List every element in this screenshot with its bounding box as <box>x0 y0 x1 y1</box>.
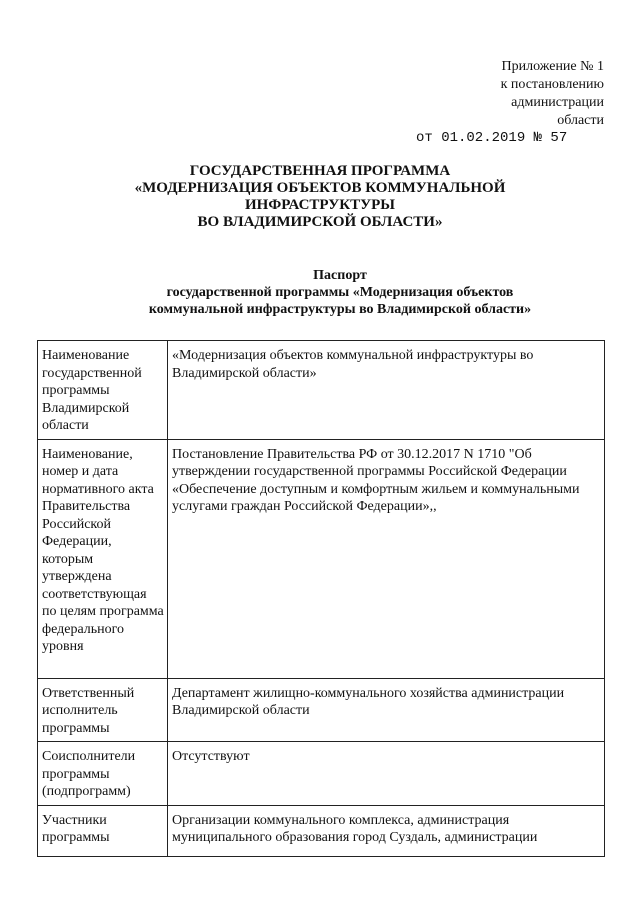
passport-table <box>37 340 605 857</box>
program-title-line: ИНФРАСТРУКТУРЫ <box>245 197 395 213</box>
table-row <box>38 439 605 678</box>
table-row <box>38 742 605 806</box>
appendix-line: к постановлению <box>500 77 604 92</box>
passport-heading-line: государственной программы «Модернизация объектов <box>166 285 514 300</box>
appendix-line: администрации <box>511 95 604 110</box>
table-row <box>38 805 605 856</box>
program-title-line: ВО ВЛАДИМИРСКОЙ ОБЛАСТИ» <box>197 214 443 230</box>
row-label: Соисполнители программы (подпрограмм) <box>38 742 168 806</box>
program-title <box>0 163 640 231</box>
row-label: Участники программы <box>38 805 168 856</box>
program-title-line: «МОДЕРНИЗАЦИЯ ОБЪЕКТОВ КОММУНАЛЬНОЙ <box>134 180 506 196</box>
appendix-block <box>501 58 604 130</box>
passport-heading-line: Паспорт <box>313 268 367 283</box>
row-label: Ответственный исполнитель программы <box>38 678 168 742</box>
row-value: «Модернизация объектов коммунальной инфраструктуры во Владимирской области» <box>168 341 605 440</box>
row-label: Наименование, номер и дата нормативного акта Правительства Российской Федерации, которым утверждена соответствующая по целям программа федерального уровня <box>38 439 168 678</box>
row-value: Организации коммунального комплекса, администрация муниципального образования город Суздаль, администрации <box>168 805 605 856</box>
decree-date-number: от 01.02.2019 № 57 <box>416 130 568 146</box>
row-value: Отсутствуют <box>168 742 605 806</box>
passport-heading <box>0 267 640 318</box>
row-label: Наименование государственной программы Владимирской области <box>38 341 168 440</box>
table-row <box>38 341 605 440</box>
row-value: Департамент жилищно-коммунального хозяйства администрации Владимирской области <box>168 678 605 742</box>
program-title-line: ГОСУДАРСТВЕННАЯ ПРОГРАММА <box>189 163 451 179</box>
appendix-line: Приложение № 1 <box>501 59 604 74</box>
passport-heading-line: коммунальной инфраструктуры во Владимирской области» <box>148 302 532 317</box>
appendix-line: области <box>557 113 604 128</box>
table-row <box>38 678 605 742</box>
row-value: Постановление Правительства РФ от 30.12.2017 N 1710 "Об утверждении государственной программы Российской Федерации «Обеспечение доступным и комфортным жильем и коммунальными услугами граждан Российской Федерации»,, <box>168 439 605 678</box>
